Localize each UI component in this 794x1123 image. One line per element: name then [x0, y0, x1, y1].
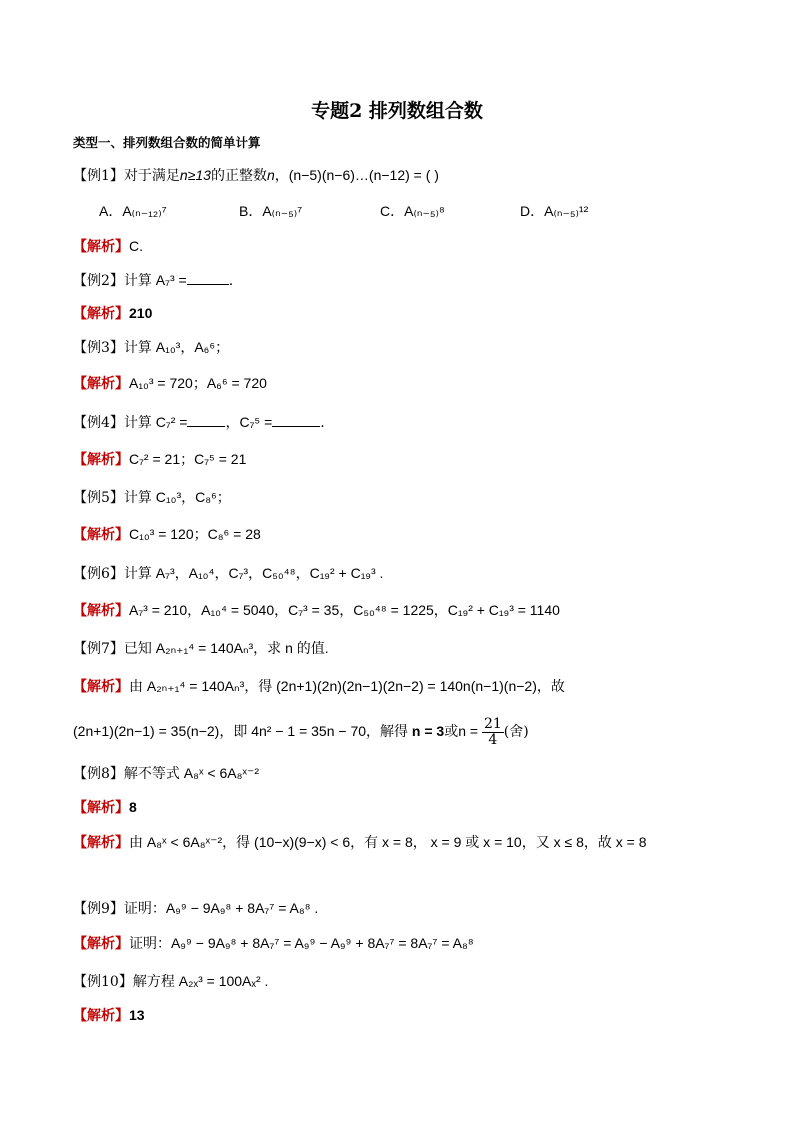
example-10-text: 解方程 A₂ₓ³ = 100Aₓ² . — [132, 973, 269, 989]
example-1-text2: 的正整数 — [210, 168, 267, 184]
analysis-tag: 【解析】 — [73, 306, 129, 322]
example-6-answer: A₇³ = 210，A₁₀⁴ = 5040，C₇³ = 35，C₅₀⁴⁸ = 1225，C₁₉² + C₁₉³ = 1140 — [129, 602, 560, 618]
analysis-tag: 【解析】 — [73, 936, 129, 952]
analysis-tag: 【解析】 — [73, 800, 129, 816]
example-7-answer-2b: n = 3 — [411, 723, 445, 739]
example-3-text: 计算 A₁₀³，A₆⁶； — [123, 339, 230, 355]
example-4-analysis — [73, 449, 246, 470]
fraction-numerator: 21 — [483, 715, 502, 732]
analysis-tag: 【解析】 — [73, 376, 129, 392]
example-8-text: 解不等式 A₈ˣ < 6A₈ˣ⁻² — [123, 765, 260, 781]
example-8-answer-2: 由 A₈ˣ < 6A₈ˣ⁻²，得 (10−x)(9−x) < 6，有 x = 8， x = 9 或 x = 10，又 x ≤ 8，故 x = 8 — [129, 834, 647, 850]
example-2-label: 【例2】 — [73, 273, 124, 289]
example-10-label: 【例10】 — [73, 974, 133, 990]
example-7-answer-2d: n = — [458, 723, 482, 739]
example-6-analysis — [73, 600, 560, 621]
example-4-answer: C₇² = 21；C₇⁵ = 21 — [129, 451, 247, 467]
page-title: 专题2 排列数组合数 — [311, 100, 483, 122]
section-heading: 类型一、排列数组合数的简单计算 — [73, 135, 261, 150]
analysis-tag: 【解析】 — [73, 1008, 129, 1024]
analysis-tag: 【解析】 — [73, 835, 129, 851]
example-2-question — [73, 270, 233, 291]
example-2-analysis — [73, 303, 152, 324]
example-10-analysis — [73, 1005, 145, 1026]
example-3-analysis — [73, 373, 267, 394]
example-7-answer-line-1: 由 A₂ₙ₊₁⁴ = 140Aₙ³，得 (2n+1)(2n)(2n−1)(2n−2) = 140n(n−1)(n−2)，故 — [129, 678, 565, 694]
analysis-tag: 【解析】 — [73, 603, 129, 619]
example-9-text: 证明：A₉⁹ − 9A₉⁸ + 8A₇⁷ = A₈⁸ . — [123, 900, 319, 916]
example-1-text: 对于满足 — [123, 168, 180, 184]
example-5-text: 计算 C₁₀³，C₈⁶； — [123, 489, 231, 505]
example-7-question — [73, 638, 329, 659]
example-1-var: n — [266, 167, 275, 183]
example-4-label: 【例4】 — [73, 415, 124, 431]
option-d: D．A₍ₙ₋₅₎¹² — [520, 203, 589, 219]
example-8-question — [73, 763, 259, 784]
example-7-answer-2c: 或 — [444, 724, 459, 740]
example-7-answer-2a: (2n+1)(2n−1) = 35(n−2)，即 4n² − 1 = 35n − 70，解得 — [73, 723, 412, 739]
example-3-answer: A₁₀³ = 720；A₆⁶ = 720 — [129, 375, 267, 391]
option-c: C．A₍ₙ₋₅₎⁸ — [380, 203, 445, 219]
example-7-answer-2e: (舍) — [503, 724, 529, 740]
example-4-end: . — [320, 415, 325, 431]
example-5-question — [73, 487, 231, 508]
example-4-blank-1[interactable] — [187, 412, 225, 427]
example-5-analysis — [73, 524, 261, 545]
example-2-blank[interactable] — [187, 270, 229, 285]
example-4-mid: ，C₇⁵ = — [225, 414, 273, 430]
example-2-text: 计算 A₇³ = — [123, 272, 187, 288]
example-7-label: 【例7】 — [73, 641, 124, 657]
example-5-answer: C₁₀³ = 120；C₈⁶ = 28 — [129, 526, 261, 542]
example-1-condition: n≥13 — [179, 167, 211, 183]
example-9-label: 【例9】 — [73, 901, 124, 917]
example-7-fraction — [482, 717, 504, 748]
example-4-blank-2[interactable] — [272, 412, 320, 427]
analysis-tag: 【解析】 — [73, 239, 129, 255]
example-8-analysis-2 — [73, 832, 646, 853]
example-3-label: 【例3】 — [73, 340, 124, 356]
example-9-question — [73, 898, 318, 919]
analysis-tag: 【解析】 — [73, 679, 129, 695]
example-7-analysis — [73, 676, 565, 697]
example-7-answer-line-2 — [73, 713, 529, 749]
example-2-end: . — [228, 273, 234, 289]
example-1-expression: ，(n−5)(n−6)…(n−12) = ( ) — [274, 167, 439, 183]
analysis-tag: 【解析】 — [73, 527, 129, 543]
analysis-tag: 【解析】 — [73, 452, 129, 468]
example-4-text: 计算 C₇² = — [123, 414, 188, 430]
example-1-answer: C. — [129, 238, 143, 254]
fraction-denominator: 4 — [488, 731, 498, 748]
example-8-answer: 8 — [129, 799, 137, 815]
option-a: A．A₍ₙ₋₁₂₎⁷ — [99, 203, 167, 219]
example-6-label: 【例6】 — [73, 566, 124, 582]
example-9-analysis — [73, 933, 474, 954]
example-1-question — [73, 165, 439, 186]
example-6-text: 计算 A₇³，A₁₀⁴，C₇³，C₅₀⁴⁸，C₁₉² + C₁₉³ . — [123, 565, 384, 581]
example-10-answer: 13 — [129, 1007, 145, 1023]
example-1-analysis — [73, 236, 143, 257]
option-b: B．A₍ₙ₋₅₎⁷ — [239, 203, 303, 219]
example-5-label: 【例5】 — [73, 490, 124, 506]
example-6-question — [73, 563, 383, 584]
example-7-text: 已知 A₂ₙ₊₁⁴ = 140Aₙ³，求 n 的值. — [123, 640, 329, 656]
example-3-question — [73, 337, 229, 358]
example-4-question — [73, 412, 325, 433]
example-8-label: 【例8】 — [73, 766, 124, 782]
example-8-analysis — [73, 797, 137, 818]
example-9-answer: 证明：A₉⁹ − 9A₉⁸ + 8A₇⁷ = A₉⁹ − A₉⁹ + 8A₇⁷ = 8A₇⁷ = A₈⁸ — [129, 935, 474, 951]
example-10-question — [73, 971, 268, 992]
example-2-answer: 210 — [129, 305, 153, 321]
example-1-label: 【例1】 — [73, 168, 124, 184]
